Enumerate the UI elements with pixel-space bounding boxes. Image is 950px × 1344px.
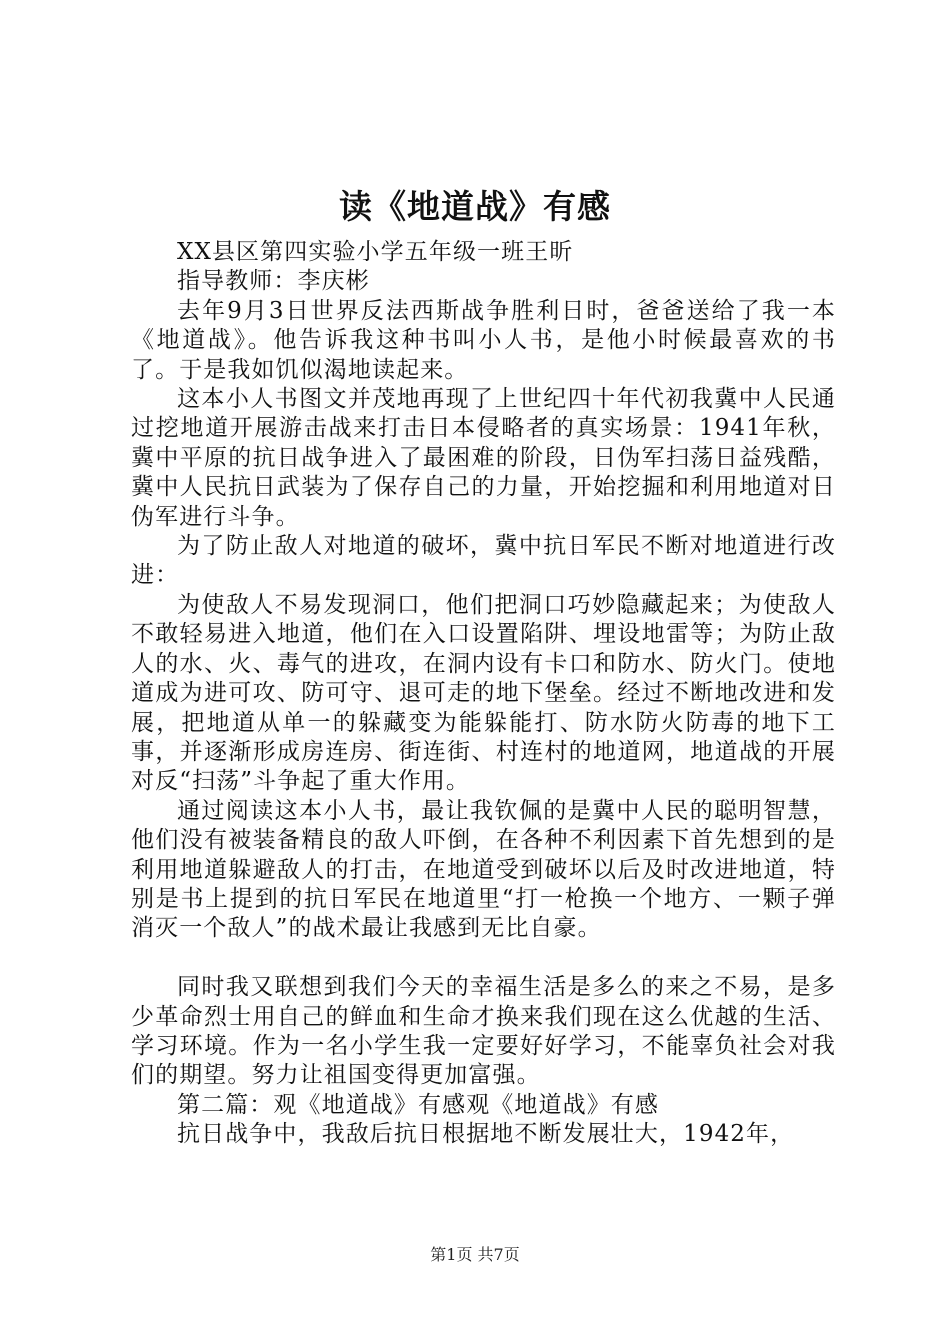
paragraph: 为使敌人不易发现洞口，他们把洞口巧妙隐藏起来；为使敌人不敢轻易进入地道，他们在入口设置陷阱、埋设地雷等；为防止敌人的水、火、毒气的进攻，在洞内设有卡口和防水、防火门。使地道成为进可攻、防可守、退可走的地下堡垒。经过不断地改进和发展，把地道从单一的躲藏变为能躲能打、防水防火防毒的地下工事，并逐渐形成房连房、街连街、村连村的地道网，地道战的开展对反“扫荡”斗争起了重大作用。 [131,591,836,795]
paragraph-teacher: 指导教师：李庆彬 [177,268,370,295]
paragraph: 去年9月3日世界反法西斯战争胜利日时，爸爸送给了我一本《地道战》。他告诉我这种书叫小人书，是他小时候最喜欢的书了。于是我如饥似渴地读起来。 [131,297,836,383]
document-title: 读《地道战》有感 [339,187,611,226]
paragraph: 同时我又联想到我们今天的幸福生活是多么的来之不易，是多少革命烈士用自己的鲜血和生命才换来我们现在这么优越的生活、学习环境。作为一名小学生我一定要好好学习，不能辜负社会对我们的期望。努力让祖国变得更加富强。 [131,974,836,1089]
blank-line [131,944,836,973]
page-number-footer: 第1页 共7页 [430,1245,520,1264]
paragraph: 抗日战争中，我敌后抗日根据地不断发展壮大，1942年， [177,1121,795,1148]
paragraph: 这本小人书图文并茂地再现了上世纪四十年代初我冀中人民通过挖地道开展游击战来打击日本侵略者的真实场景：1941年秋，冀中平原的抗日战争进入了最困难的阶段，日伪军扫荡日益残酷，冀中人民抗日武装为了保存自己的力量，开始挖掘和利用地道对日伪军进行斗争。 [131,386,836,530]
document-body [131,238,836,1150]
paragraph-author: XX县区第四实验小学五年级一班王昕 [177,239,574,265]
paragraph: 为了防止敌人对地道的破坏，冀中抗日军民不断对地道进行改进： [131,533,836,589]
section-heading: 第二篇：观《地道战》有感观《地道战》有感 [177,1091,659,1118]
paragraph: 通过阅读这本小人书，最让我钦佩的是冀中人民的聪明智慧，他们没有被装备精良的敌人吓倒，在各种不利因素下首先想到的是利用地道躲避敌人的打击，在地道受到破坏以后及时改进地道，特别是书上提到的抗日军民在地道里“打一枪换一个地方、一颗子弹消灭一个敌人”的战术最让我感到无比自豪。 [131,797,836,942]
